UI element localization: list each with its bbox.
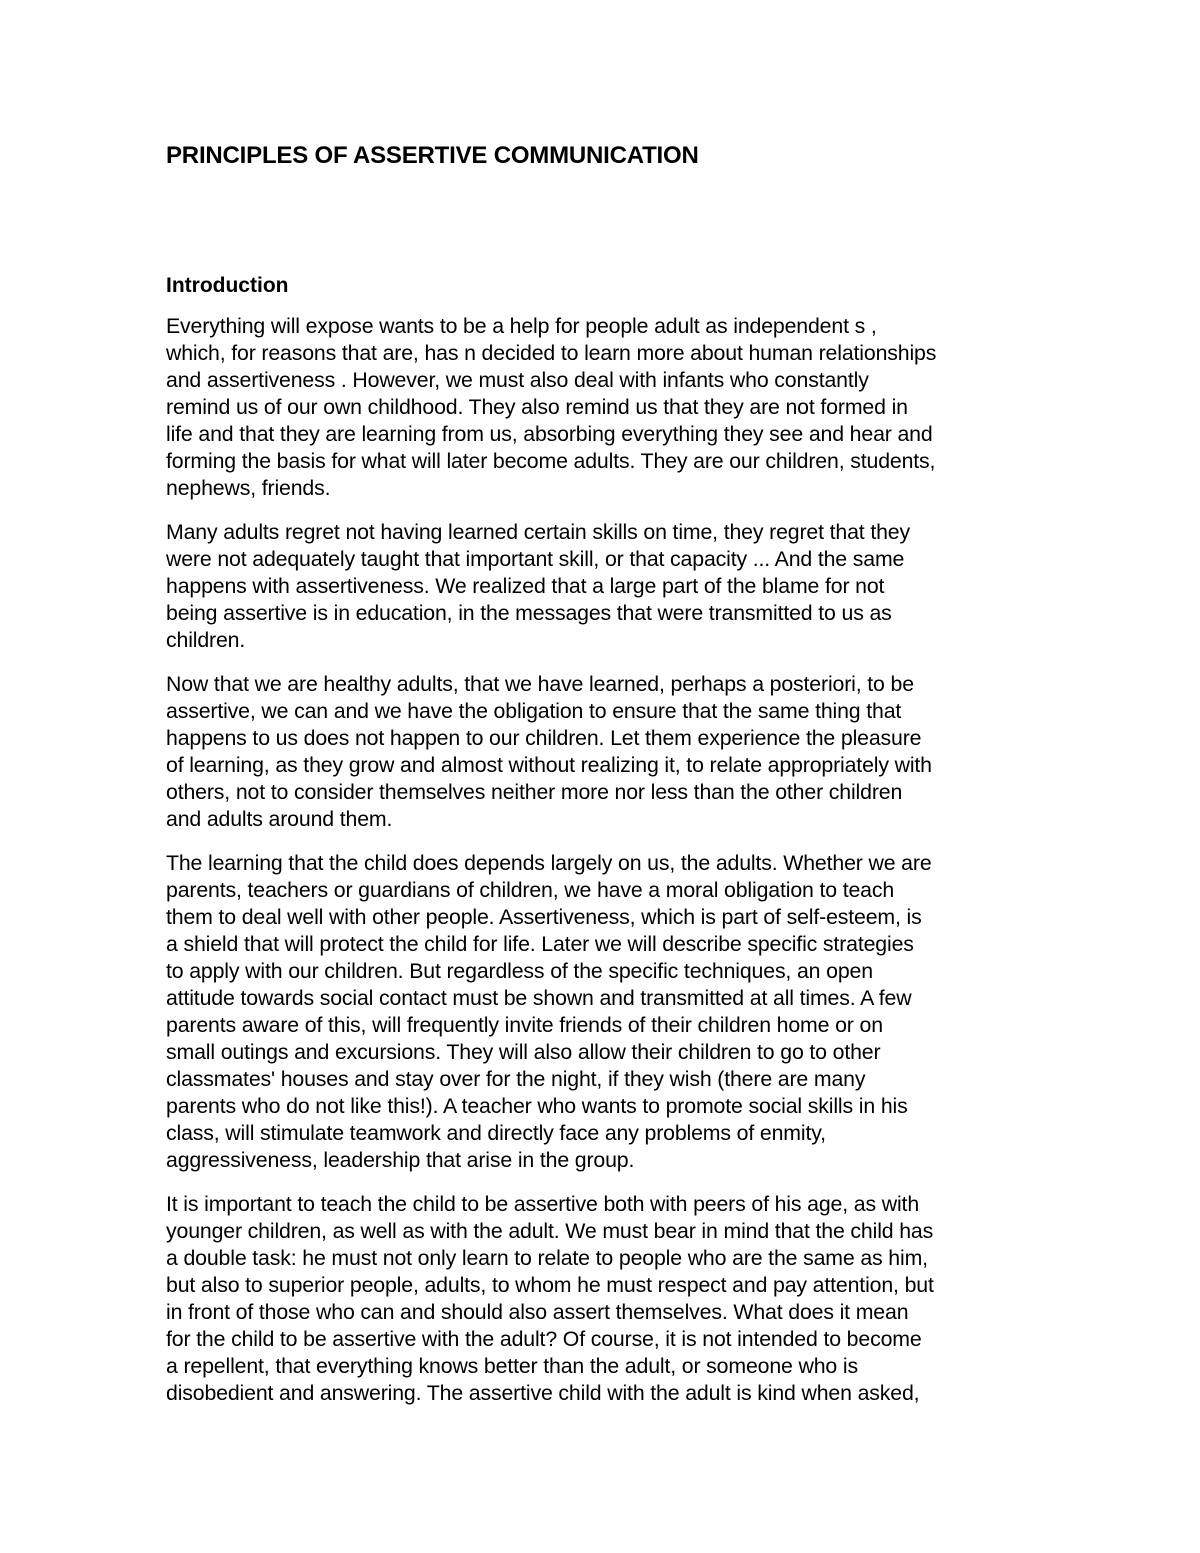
section-heading-introduction: Introduction <box>166 274 289 297</box>
document-body <box>166 313 1046 1424</box>
paragraph-line: Now that we are healthy adults, that we have learned, perhaps a posteriori, to be <box>166 672 914 696</box>
paragraph-line: The learning that the child does depends largely on us, the adults. Whether we are <box>166 851 932 875</box>
paragraph-line: classmates' houses and stay over for the night, if they wish (there are many <box>166 1067 866 1091</box>
paragraph-line: and adults around them. <box>166 807 393 831</box>
paragraph-line: class, will stimulate teamwork and directly face any problems of enmity, <box>166 1121 826 1145</box>
paragraph-line: and assertiveness . However, we must also deal with infants who constantly <box>166 368 869 392</box>
paragraph-line: parents aware of this, will frequently invite friends of their children home or on <box>166 1013 883 1037</box>
paragraph-line: parents, teachers or guardians of children, we have a moral obligation to teach <box>166 878 895 902</box>
paragraph-line: nephews, friends. <box>166 476 331 500</box>
paragraph-line: them to deal well with other people. Assertiveness, which is part of self-esteem, is <box>166 905 922 929</box>
paragraph-line: assertive, we can and we have the obligation to ensure that the same thing that <box>166 699 902 723</box>
paragraph-line: in front of those who can and should also assert themselves. What does it mean <box>166 1300 909 1324</box>
page-title: PRINCIPLES OF ASSERTIVE COMMUNICATION <box>166 142 699 169</box>
paragraph-line: parents who do not like this!). A teacher who wants to promote social skills in his <box>166 1094 908 1118</box>
paragraph-line: to apply with our children. But regardless of the specific techniques, an open <box>166 959 873 983</box>
paragraph-line: life and that they are learning from us, absorbing everything they see and hear and <box>166 422 933 446</box>
paragraph-line: aggressiveness, leadership that arise in the group. <box>166 1148 635 1172</box>
paragraph-4 <box>166 850 1046 1174</box>
paragraph-line: others, not to consider themselves neither more nor less than the other children <box>166 780 903 804</box>
paragraph-line: happens with assertiveness. We realized that a large part of the blame for not <box>166 574 885 598</box>
paragraph-line: a repellent, that everything knows better than the adult, or someone who is <box>166 1354 858 1378</box>
paragraph-line: forming the basis for what will later become adults. They are our children, students, <box>166 449 936 473</box>
paragraph-5 <box>166 1191 1046 1407</box>
paragraph-line: younger children, as well as with the adult. We must bear in mind that the child has <box>166 1219 934 1243</box>
paragraph-line: but also to superior people, adults, to whom he must respect and pay attention, but <box>166 1273 934 1297</box>
paragraph-line: Many adults regret not having learned certain skills on time, they regret that they <box>166 520 910 544</box>
paragraph-line: attitude towards social contact must be shown and transmitted at all times. A few <box>166 986 912 1010</box>
paragraph-line: of learning, as they grow and almost without realizing it, to relate appropriately with <box>166 753 932 777</box>
paragraph-line: happens to us does not happen to our children. Let them experience the pleasure <box>166 726 922 750</box>
paragraph-line: were not adequately taught that important skill, or that capacity ... And the same <box>166 547 905 571</box>
paragraph-line: for the child to be assertive with the adult? Of course, it is not intended to become <box>166 1327 922 1351</box>
paragraph-line: which, for reasons that are, has n decided to learn more about human relationships <box>166 341 937 365</box>
paragraph-3 <box>166 671 1046 833</box>
paragraph-2 <box>166 519 1046 654</box>
paragraph-line: remind us of our own childhood. They also remind us that they are not formed in <box>166 395 908 419</box>
paragraph-line: a shield that will protect the child for life. Later we will describe specific strategies <box>166 932 914 956</box>
paragraph-line: children. <box>166 628 246 652</box>
paragraph-line: a double task: he must not only learn to relate to people who are the same as him, <box>166 1246 928 1270</box>
paragraph-line: being assertive is in education, in the messages that were transmitted to us as <box>166 601 892 625</box>
paragraph-line: Everything will expose wants to be a help for people adult as independent s , <box>166 314 877 338</box>
paragraph-line: It is important to teach the child to be assertive both with peers of his age, as with <box>166 1192 920 1216</box>
paragraph-1 <box>166 313 1046 502</box>
paragraph-line: disobedient and answering. The assertive child with the adult is kind when asked, <box>166 1381 920 1405</box>
paragraph-line: small outings and excursions. They will also allow their children to go to other <box>166 1040 881 1064</box>
